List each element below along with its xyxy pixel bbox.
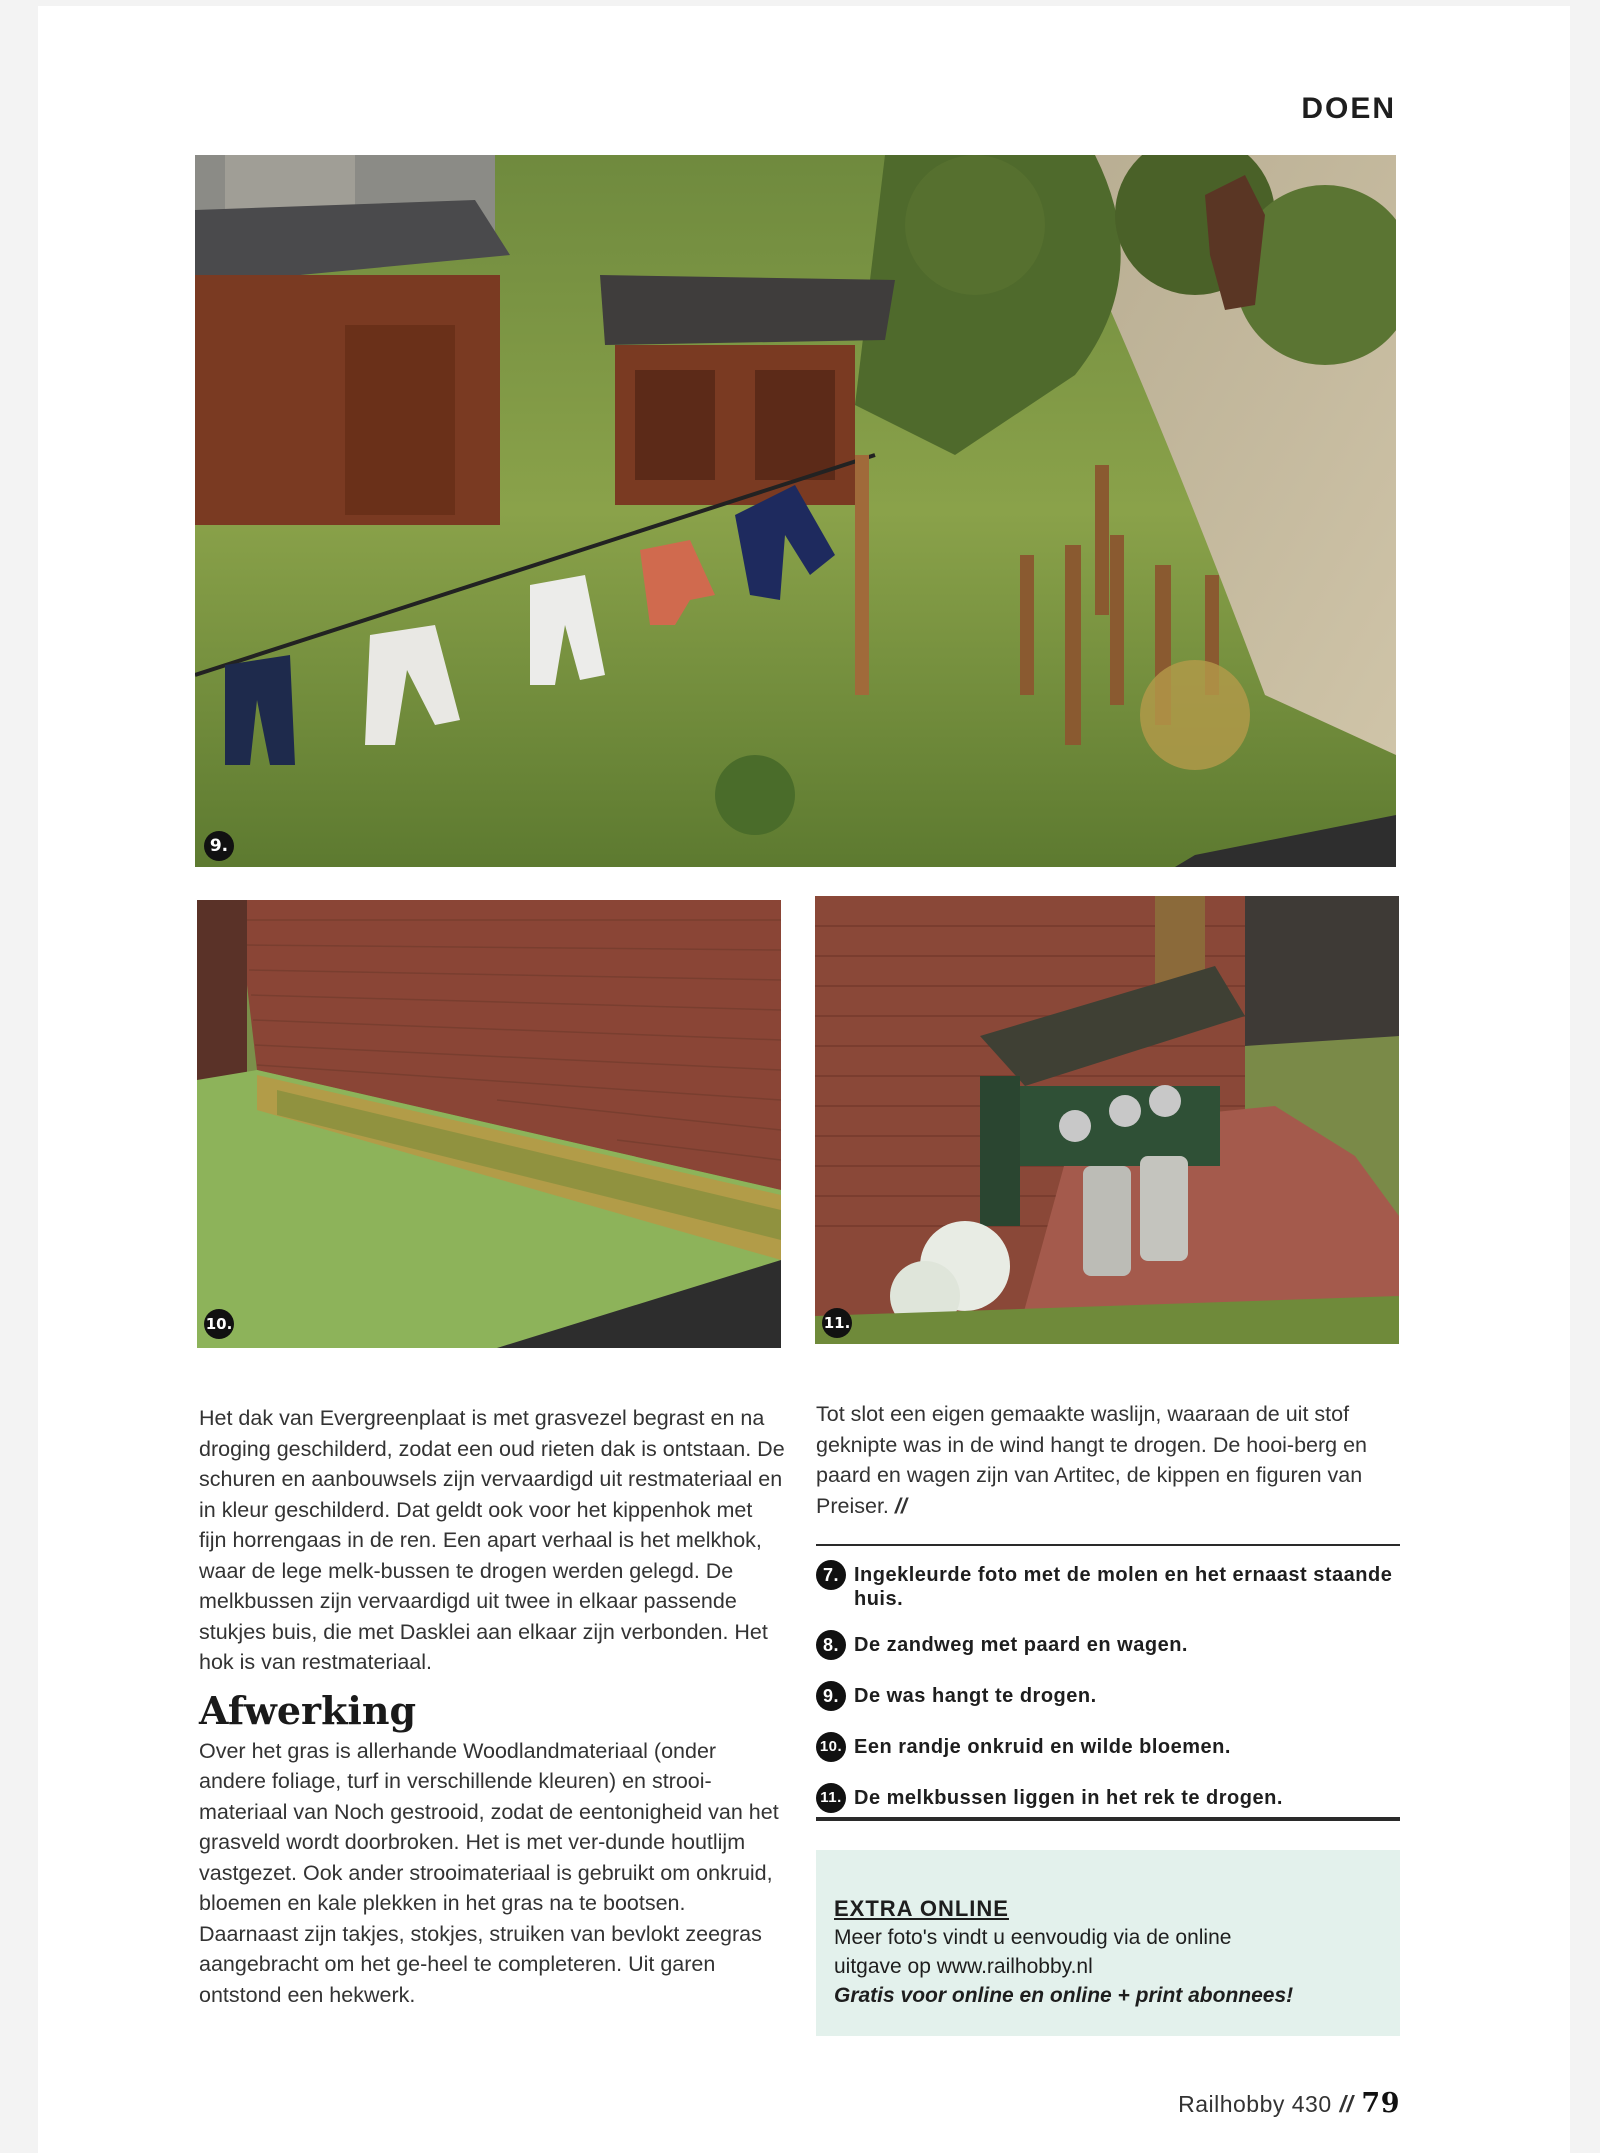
- caption-item: [816, 1681, 1400, 1732]
- page-footer: [1100, 2088, 1400, 2119]
- photo-washing-line-image: [195, 155, 1396, 867]
- section-heading: Afwerking: [199, 1687, 417, 1733]
- page-number: 79: [1361, 2088, 1400, 2119]
- captions-bottom-rule: [816, 1817, 1400, 1821]
- footer-separator: //: [1339, 2091, 1354, 2117]
- photo-weeds-border-image: [197, 900, 781, 1348]
- photo-number-badge: 11.: [822, 1308, 852, 1338]
- photo-number-badge: 9.: [204, 831, 234, 861]
- body-paragraph: Het dak van Evergreenplaat is met grasvezel begrast en na droging geschilderd, zodat een oud rieten dak is ontstaan. De schuren en aanbouwsels zijn vervaardigd uit restmateriaal en in kleur geschilderd. Dat geldt ook voor het kippenhok met fijn horrengaas in de ren. Een apart verhaal is het melkhok, waar de lege melk-bussen te drogen werden gelegd. De melkbussen zijn vervaardigd uit twee in elkaar passende stukjes buis, die met Dasklei aan elkaar zijn verbonden. Het hok is van restmateriaal.: [199, 1406, 785, 1674]
- photo-milk-churns: [815, 896, 1399, 1344]
- extra-online-box: [816, 1850, 1400, 2036]
- caption-item: [816, 1630, 1400, 1681]
- right-text-column: [816, 1399, 1400, 1521]
- caption-text: Een randje onkruid en wilde bloemen.: [854, 1736, 1231, 1758]
- magazine-issue: Railhobby 430: [1178, 2091, 1332, 2117]
- photo-number-badge: 10.: [204, 1309, 234, 1339]
- caption-number-badge: 8.: [816, 1630, 846, 1660]
- body-text: Tot slot een eigen gemaakte waslijn, waaraan de uit stof geknipte was in de wind hangt te drogen. De hooi-berg en paard en wagen zijn van Artitec, de kippen en figuren van Preiser.: [816, 1402, 1368, 1518]
- caption-text: De zandweg met paard en wagen.: [854, 1634, 1188, 1656]
- subscription-promo: Gratis voor online en online + print abonnees!: [834, 1984, 1294, 2007]
- caption-number-badge: 10.: [816, 1732, 846, 1762]
- caption-number-badge: 7.: [816, 1560, 846, 1590]
- extra-online-title: EXTRA ONLINE: [834, 1896, 1009, 1921]
- end-mark: //: [894, 1493, 907, 1518]
- photo-milk-churns-image: [815, 896, 1399, 1344]
- left-text-column: [199, 1403, 785, 2010]
- caption-number-badge: 9.: [816, 1681, 846, 1711]
- photo-weeds-border: [197, 900, 781, 1348]
- extra-online-text-line: uitgave op www.railhobby.nl: [834, 1955, 1093, 1978]
- caption-item: [816, 1732, 1400, 1783]
- caption-number-badge: 11.: [816, 1783, 846, 1813]
- caption-item: [816, 1560, 1400, 1630]
- body-paragraph: Over het gras is allerhande Woodlandmateriaal (onder andere foliage, turf in verschillende kleuren) en strooi-materiaal van Noch gestrooid, zodat de eentonigheid van het grasveld wordt doorbroken. Het is met ver-dunde houtlijm vastgezet. Ook ander strooimateriaal is gebruikt om onkruid, bloemen en kale plekken in het gras na te bootsen. Daarnaast zijn takjes, stokjes, struiken van bevlokt zeegras aangebracht om het ge-heel te completeren. Uit garen ontstond een hekwerk.: [199, 1738, 779, 2007]
- extra-online-text-line: Meer foto's vindt u eenvoudig via de online: [834, 1926, 1232, 1949]
- photo-washing-line: [195, 155, 1396, 867]
- photo-captions: [816, 1560, 1400, 1823]
- caption-text: De was hangt te drogen.: [854, 1685, 1097, 1707]
- caption-text: De melkbussen liggen in het rek te drogen.: [854, 1787, 1283, 1809]
- captions-top-rule: [816, 1544, 1400, 1546]
- section-label: DOEN: [1301, 92, 1396, 125]
- body-paragraph: [816, 1399, 1400, 1521]
- caption-text: Ingekleurde foto met de molen en het ernaast staande huis.: [854, 1564, 1393, 1610]
